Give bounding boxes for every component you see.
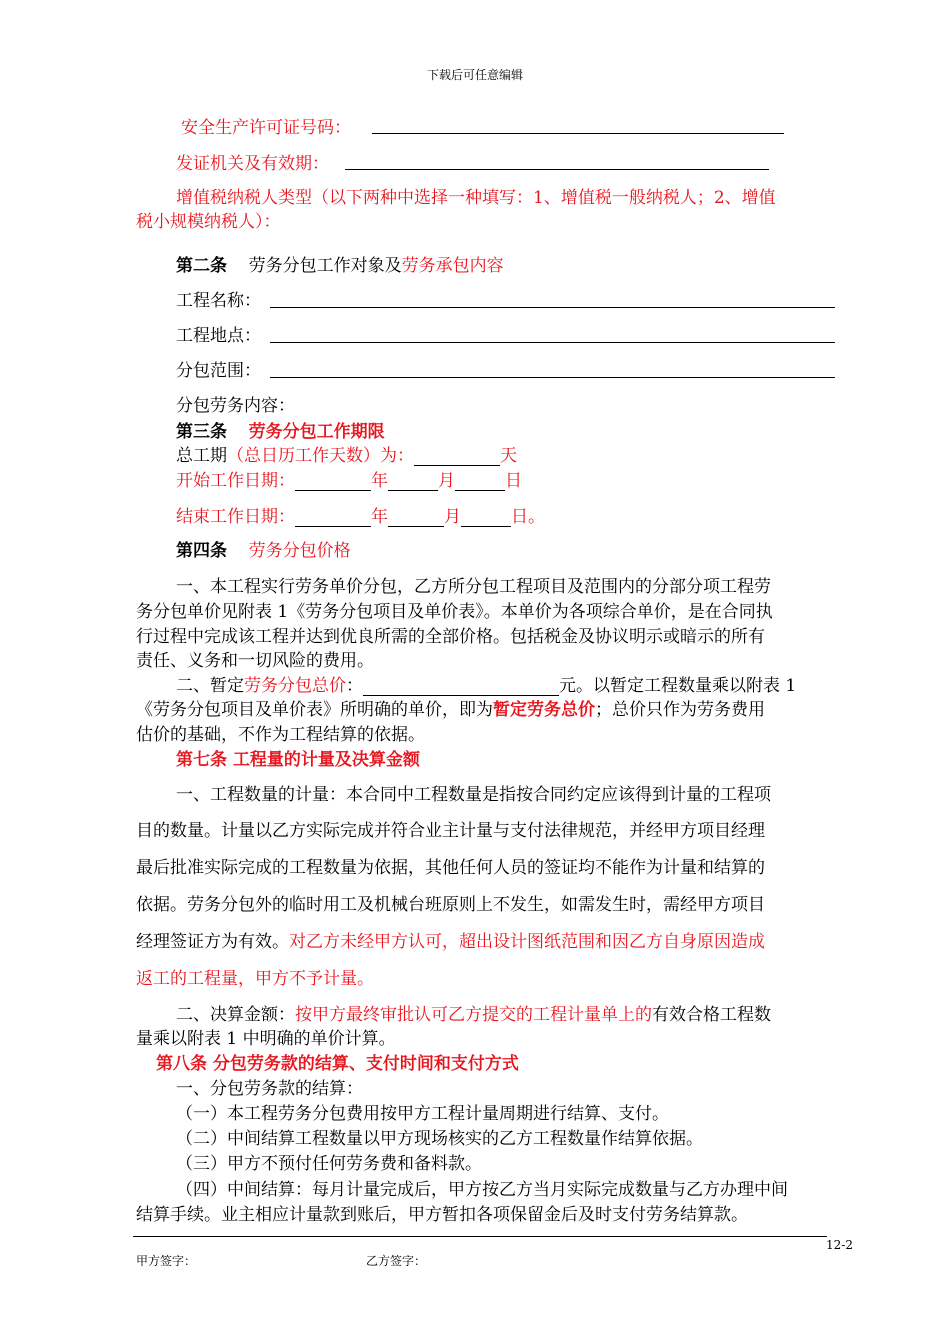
art7-p2-prefix: 二、决算金额： [176,1005,295,1025]
article2-number: 第二条 [176,256,227,276]
end-year-unit: 年 [371,507,388,527]
start-day-blank[interactable] [455,472,505,491]
art4-p1-line2: 务分包单价见附表 1《劳务分包项目及单价表》。本单价为各项综合单价，是在合同执 [136,602,773,622]
art7-p2-red: 按甲方最终审批认可乙方提交的工程计量单上的 [295,1005,652,1025]
vat-line-2: 税小规模纳税人）： [136,212,281,232]
art7-p2-suffix: 有效合格工程数 [652,1005,771,1025]
art4-p2-line3: 估价的基础，不作为工程结算的依据。 [136,725,425,745]
art4-p2-line1 [176,676,796,696]
total-period-label: 总工期 [176,446,227,466]
art4-p1-line3: 行过程中完成该工程并达到优良所需的全部价格。包括税金及协议明示或暗示的所有 [136,627,765,647]
end-day-unit: 日。 [511,507,545,527]
art7-p1-line1: 一、工程数量的计量：本合同中工程数量是指按合同约定应该得到计量的工程项 [176,785,771,805]
art4-p2-prefix: 二、暂定 [176,676,244,696]
art7-p1-line3: 最后批准实际完成的工程数量为依据，其他任何人员的签证均不能作为计量和结算的 [136,858,765,878]
end-date-line [176,507,545,527]
total-period-note: （总日历工作天数）为： [227,446,414,466]
total-period-unit: 天 [500,446,517,466]
end-month-unit: 月 [444,507,461,527]
end-month-blank[interactable] [388,508,444,527]
article2-heading [176,256,504,276]
art4-p1-line1: 一、本工程实行劳务单价分包，乙方所分包工程项目及范围内的分部分项工程劳 [176,577,771,597]
article4-number: 第四条 [176,541,227,561]
safety-license-label: 安全生产许可证号码： [181,118,351,138]
article7-heading: 第七条 工程量的计量及决算金额 [176,750,420,770]
party-b-signature-label: 乙方签字： [366,1254,427,1268]
authority-label: 发证机关及有效期： [176,154,329,174]
scope-label: 分包范围： [176,361,261,381]
party-a-signature-label: 甲方签字： [136,1254,197,1268]
article2-title-red: 劳务承包内容 [401,256,504,276]
art7-p1-line2: 目的数量。计量以乙方实际完成并符合业主计量与支付法律规范，并经甲方项目经理 [136,821,765,841]
art4-p2-colon: ： [346,676,363,696]
article4-heading [176,541,351,561]
vat-line-1: 增值税纳税人类型（以下两种中选择一种填写：1、增值税一般纳税人；2、增值 [176,188,776,208]
art7-p2-line2: 量乘以附表 1 中明确的单价计算。 [136,1029,396,1049]
art7-p1-l5-black: 经理签证方为有效。 [136,932,289,952]
project-site-blank[interactable] [270,342,835,343]
total-period-line [176,446,517,466]
start-month-unit: 月 [438,471,455,491]
art8-line5: （四）中间结算：每月计量完成后，甲方按乙方当月实际完成数量与乙方办理中间 [176,1180,788,1200]
article3-title: 劳务分包工作期限 [248,422,385,442]
start-day-unit: 日 [505,471,522,491]
art4-p2-l2-prefix: 《劳务分包项目及单价表》所明确的单价，即为 [136,700,493,720]
labor-content-label: 分包劳务内容： [176,396,295,416]
art8-line4: （三）甲方不预付任何劳务费和备料款。 [176,1154,482,1174]
provisional-total-blank[interactable] [363,677,559,696]
art4-p1-line4: 责任、义务和一切风险的费用。 [136,651,374,671]
header-note: 下载后可任意编辑 [426,68,523,82]
art4-p2-suffix: 元。以暂定工程数量乘以附表 1 [559,676,797,696]
art4-p2-line2 [136,700,765,720]
project-name-label: 工程名称： [176,291,261,311]
article2-title: 劳务分包工作对象及 [248,256,402,276]
project-site-label: 工程地点： [176,326,261,346]
start-date-line [176,471,522,491]
end-year-blank[interactable] [295,508,371,527]
art7-p1-line6: 返工的工程量，甲方不予计量。 [136,969,374,989]
art8-line1: 一、分包劳务款的结算： [176,1079,363,1099]
art4-p2-l2-suffix: ；总价只作为劳务费用 [595,700,765,720]
art4-p2-red: 劳务分包总价 [244,676,346,696]
art7-p1-l5-red: 对乙方未经甲方认可，超出设计图纸范围和因乙方自身原因造成 [289,932,765,952]
project-name-blank[interactable] [270,307,835,308]
start-year-unit: 年 [371,471,388,491]
art8-line6: 结算手续。业主相应计量款到账后，甲方暂扣各项保留金后及时支付劳务结算款。 [136,1205,748,1225]
article3-heading [176,422,385,442]
start-date-label: 开始工作日期： [176,471,295,491]
art7-p1-line4: 依据。劳务分包外的临时用工及机械台班原则上不发生，如需发生时，需经甲方项目 [136,895,765,915]
end-day-blank[interactable] [461,508,511,527]
page-number: 12-2 [826,1238,853,1252]
article4-title: 劳务分包价格 [248,541,351,561]
safety-license-blank[interactable] [372,133,784,134]
art7-p2-line1 [176,1005,771,1025]
article3-number: 第三条 [176,422,227,442]
end-date-label: 结束工作日期： [176,507,295,527]
art8-line3: （二）中间结算工程数量以甲方现场核实的乙方工程数量作结算依据。 [176,1129,703,1149]
art7-p1-line5 [136,932,765,952]
scope-blank[interactable] [270,377,835,378]
start-month-blank[interactable] [388,472,438,491]
start-year-blank[interactable] [295,472,371,491]
total-period-blank[interactable] [414,447,500,466]
art4-p2-l2-red: 暂定劳务总价 [493,700,595,720]
article8-heading: 第八条 分包劳务款的结算、支付时间和支付方式 [156,1054,519,1074]
footer-divider [133,1236,827,1237]
authority-blank[interactable] [345,169,769,170]
art8-line2: （一）本工程劳务分包费用按甲方工程计量周期进行结算、支付。 [176,1104,669,1124]
